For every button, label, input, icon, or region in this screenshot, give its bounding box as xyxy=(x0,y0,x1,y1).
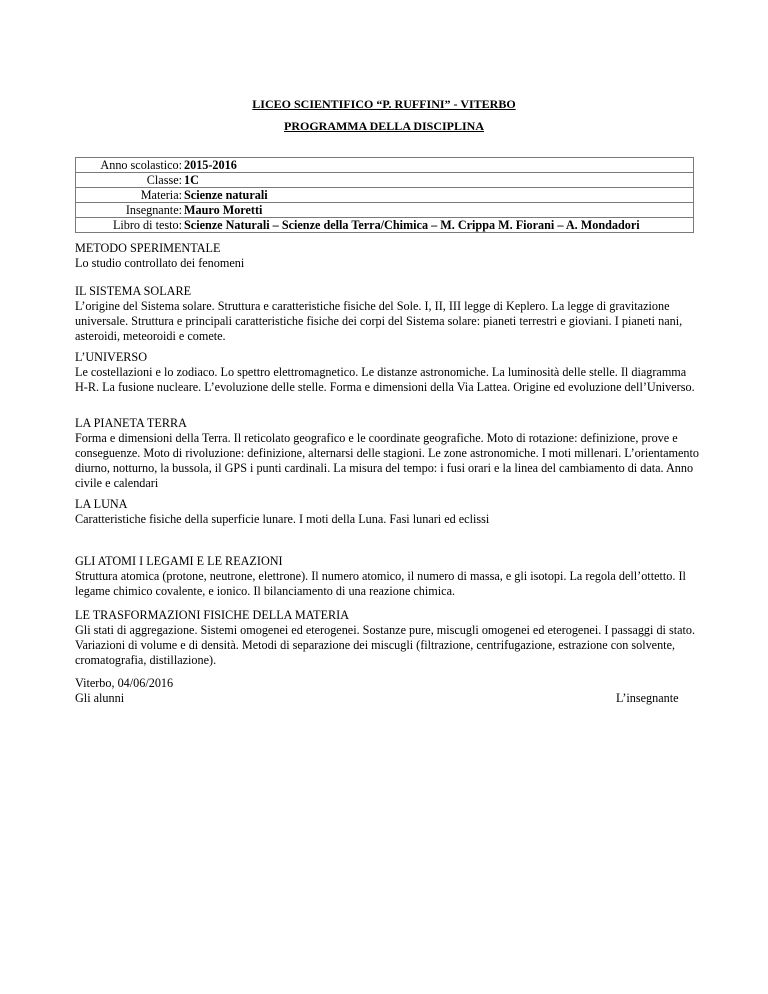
place-and-date: Viterbo, 04/06/2016 xyxy=(75,676,174,690)
info-value: 2015-2016 xyxy=(182,158,694,173)
info-label: Insegnante: xyxy=(76,203,183,218)
info-row-school-year xyxy=(76,158,694,173)
section-luna xyxy=(75,497,700,527)
section-body: Forma e dimensioni della Terra. Il reticolato geografico e le coordinate geografiche. Moto di rotazione: definizione, prove e conseguenze. Moto di rivoluzione: definizione, alternarsi delle stagioni. Le zone astronomiche. I moti millenari. L’orientamento diurno, notturno, la bussola, il GPS i punti cardinali. La misura del tempo: i fusi orari e la linea del cambiamento di data. Anno civile e calendari xyxy=(75,431,699,490)
info-value: Mauro Moretti xyxy=(182,203,694,218)
section-atomi-legami-reazioni xyxy=(75,554,700,599)
section-heading: GLI ATOMI I LEGAMI E LE REAZIONI xyxy=(75,554,283,568)
section-body: Caratteristiche fisiche della superficie lunare. I moti della Luna. Fasi lunari ed eclissi xyxy=(75,512,490,526)
section-heading: IL SISTEMA SOLARE xyxy=(75,284,192,298)
section-heading: LE TRASFORMAZIONI FISICHE DELLA MATERIA xyxy=(75,608,349,622)
info-value: Scienze naturali xyxy=(182,188,694,203)
section-pianeta-terra xyxy=(75,416,700,491)
section-heading: LA PIANETA TERRA xyxy=(75,416,187,430)
info-row-class xyxy=(76,173,694,188)
info-label: Anno scolastico: xyxy=(76,158,183,173)
document-subtitle: PROGRAMMA DELLA DISCIPLINA xyxy=(283,119,484,133)
info-label: Classe: xyxy=(76,173,183,188)
info-label: Libro di testo: xyxy=(76,218,183,233)
info-value: Scienze Naturali – Scienze della Terra/Chimica – M. Crippa M. Fiorani – A. Mondadori xyxy=(182,218,694,233)
section-sistema-solare xyxy=(75,284,700,344)
students-signature-label: Gli alunni xyxy=(75,691,125,705)
section-metodo-sperimentale xyxy=(75,241,700,271)
info-row-textbook xyxy=(76,218,694,233)
section-body: L’origine del Sistema solare. Struttura e caratteristiche fisiche del Sole. I, II, III legge di Keplero. La legge di gravitazione universale. Struttura e principali caratteristiche fisiche dei corpi del Sistema solare: pianeti terrestri e gioviani. I pianeti nani, asteroidi, meteoroidi e comete. xyxy=(75,299,683,343)
info-row-subject xyxy=(76,188,694,203)
course-info-table xyxy=(75,157,694,233)
section-universo xyxy=(75,350,700,395)
section-heading: LA LUNA xyxy=(75,497,128,511)
teacher-signature-label: L’insegnante xyxy=(616,691,679,705)
section-trasformazioni-fisiche xyxy=(75,608,700,668)
info-label: Materia: xyxy=(76,188,183,203)
school-title: LICEO SCIENTIFICO “P. RUFFINI” - VITERBO xyxy=(252,97,516,111)
section-body: Lo studio controllato dei fenomeni xyxy=(75,256,245,270)
section-heading: L’UNIVERSO xyxy=(75,350,147,364)
info-value: 1C xyxy=(182,173,694,188)
section-body: Le costellazioni e lo zodiaco. Lo spettro elettromagnetico. Le distanze astronomiche. La luminosità delle stelle. Il diagramma H-R. La fusione nucleare. L’evoluzione delle stelle. Forma e dimensioni della Via Lattea. Origine ed evoluzione dell’Universo. xyxy=(75,365,695,394)
section-body: Struttura atomica (protone, neutrone, elettrone). Il numero atomico, il numero di massa, e gli isotopi. La regola dell’ottetto. Il legame chimico covalente, e ionico. Il bilanciamento di una reazione chimica. xyxy=(75,569,686,598)
section-heading: METODO SPERIMENTALE xyxy=(75,241,221,255)
section-body: Gli stati di aggregazione. Sistemi omogenei ed eterogenei. Sostanze pure, miscugli omogenei ed eterogenei. I passaggi di stato. Variazioni di volume e di densità. Metodi di separazione dei miscugli (filtrazione, centrifugazione, estrazione con solvente, cromatografia, distillazione). xyxy=(75,623,696,667)
info-row-teacher xyxy=(76,203,694,218)
